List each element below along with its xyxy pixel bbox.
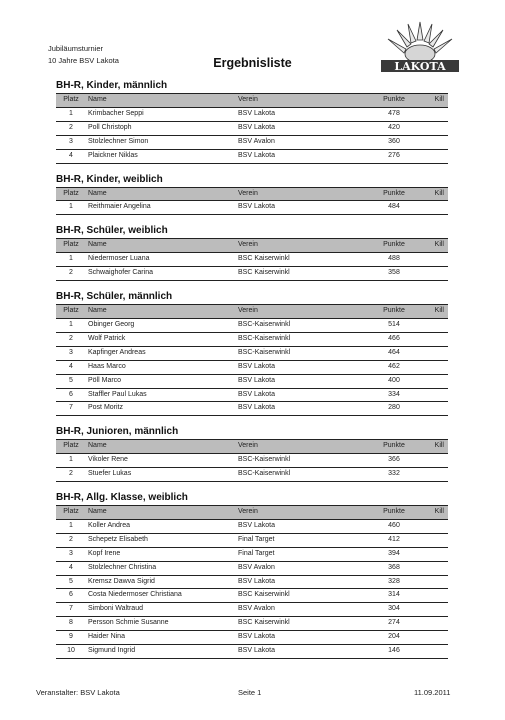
- cell-verein: BSV Lakota: [238, 631, 366, 645]
- cell-name: Sigmund Ingrid: [86, 645, 238, 659]
- page-title: Ergebnisliste: [213, 56, 292, 70]
- cell-verein: BSC Kaiserwinkl: [238, 589, 366, 603]
- cell-platz: 4: [56, 149, 86, 163]
- cell-platz: 4: [56, 360, 86, 374]
- cell-name: Post Moritz: [86, 402, 238, 416]
- cell-platz: 2: [56, 332, 86, 346]
- table-row: [56, 149, 448, 163]
- column-header-verein: Verein: [238, 440, 366, 454]
- cell-platz: 5: [56, 575, 86, 589]
- table-row: [56, 253, 448, 267]
- column-header-punkte: Punkte: [366, 187, 422, 201]
- cell-kill: [422, 318, 448, 332]
- cell-name: Reithmaier Angelina: [86, 201, 238, 215]
- cell-punkte: 420: [366, 121, 422, 135]
- cell-platz: 7: [56, 402, 86, 416]
- column-header-punkte: Punkte: [366, 440, 422, 454]
- section-title: BH-R, Allg. Klasse, weiblich: [56, 492, 188, 504]
- cell-name: Kapfinger Andreas: [86, 346, 238, 360]
- cell-verein: BSV Avalon: [238, 135, 366, 149]
- cell-verein: BSC-Kaiserwinkl: [238, 318, 366, 332]
- cell-verein: Final Target: [238, 547, 366, 561]
- cell-name: Haas Marco: [86, 360, 238, 374]
- tournament-name: Jubiläumsturnier: [48, 44, 104, 53]
- cell-platz: 1: [56, 107, 86, 121]
- column-header-kill: Kill: [422, 305, 448, 319]
- cell-platz: 6: [56, 388, 86, 402]
- table-row: [56, 121, 448, 135]
- footer-date: 11.09.2011: [414, 688, 451, 697]
- cell-platz: 1: [56, 201, 86, 215]
- cell-punkte: 328: [366, 575, 422, 589]
- cell-verein: BSC Kaiserwinkl: [238, 617, 366, 631]
- cell-punkte: 400: [366, 374, 422, 388]
- cell-platz: 1: [56, 318, 86, 332]
- cell-platz: 2: [56, 533, 86, 547]
- table-row: [56, 135, 448, 149]
- cell-platz: 2: [56, 121, 86, 135]
- column-header-name: Name: [86, 440, 238, 454]
- column-header-name: Name: [86, 94, 238, 108]
- section-title: BH-R, Schüler, weiblich: [56, 225, 168, 237]
- cell-punkte: 394: [366, 547, 422, 561]
- result-section: [56, 224, 448, 281]
- table-row: [56, 575, 448, 589]
- cell-punkte: 146: [366, 645, 422, 659]
- cell-platz: 3: [56, 547, 86, 561]
- results-table: [56, 93, 448, 164]
- cell-punkte: 462: [366, 360, 422, 374]
- tournament-subtitle: 10 Jahre BSV Lakota: [48, 56, 119, 65]
- cell-punkte: 276: [366, 149, 422, 163]
- results-table: [56, 439, 448, 482]
- table-header-row: [56, 506, 448, 520]
- section-title: BH-R, Junioren, männlich: [56, 426, 179, 438]
- cell-name: Niedermoser Luana: [86, 253, 238, 267]
- cell-name: Poll Christoph: [86, 121, 238, 135]
- cell-kill: [422, 346, 448, 360]
- table-row: [56, 332, 448, 346]
- result-section: [56, 290, 448, 416]
- cell-verein: BSC-Kaiserwinkl: [238, 454, 366, 468]
- cell-punkte: 466: [366, 332, 422, 346]
- result-section: [56, 425, 448, 482]
- table-row: [56, 533, 448, 547]
- cell-verein: BSV Lakota: [238, 388, 366, 402]
- cell-kill: [422, 332, 448, 346]
- cell-kill: [422, 468, 448, 482]
- cell-verein: BSV Lakota: [238, 374, 366, 388]
- column-header-verein: Verein: [238, 305, 366, 319]
- cell-kill: [422, 388, 448, 402]
- cell-kill: [422, 617, 448, 631]
- column-header-name: Name: [86, 506, 238, 520]
- cell-name: Krimbacher Seppi: [86, 107, 238, 121]
- cell-name: Staffler Paul Lukas: [86, 388, 238, 402]
- cell-platz: 2: [56, 468, 86, 482]
- column-header-punkte: Punkte: [366, 239, 422, 253]
- table-header-row: [56, 187, 448, 201]
- cell-verein: BSC Kaiserwinkl: [238, 253, 366, 267]
- column-header-kill: Kill: [422, 440, 448, 454]
- cell-kill: [422, 519, 448, 533]
- result-section: [56, 173, 448, 216]
- column-header-verein: Verein: [238, 506, 366, 520]
- table-header-row: [56, 305, 448, 319]
- cell-platz: 10: [56, 645, 86, 659]
- cell-name: Stolzlechner Simon: [86, 135, 238, 149]
- cell-punkte: 478: [366, 107, 422, 121]
- cell-verein: BSC-Kaiserwinkl: [238, 332, 366, 346]
- cell-verein: BSV Avalon: [238, 561, 366, 575]
- table-header-row: [56, 94, 448, 108]
- cell-verein: BSV Lakota: [238, 107, 366, 121]
- cell-punkte: 274: [366, 617, 422, 631]
- cell-verein: BSV Lakota: [238, 519, 366, 533]
- cell-verein: BSC-Kaiserwinkl: [238, 346, 366, 360]
- cell-name: Persson Schmie Susanne: [86, 617, 238, 631]
- table-row: [56, 589, 448, 603]
- table-row: [56, 360, 448, 374]
- column-header-verein: Verein: [238, 187, 366, 201]
- cell-platz: 6: [56, 589, 86, 603]
- table-row: [56, 201, 448, 215]
- cell-name: Pöll Marco: [86, 374, 238, 388]
- table-row: [56, 454, 448, 468]
- table-row: [56, 318, 448, 332]
- cell-name: Stolzlechner Christina: [86, 561, 238, 575]
- table-row: [56, 374, 448, 388]
- cell-name: Haider Nina: [86, 631, 238, 645]
- results-table: [56, 238, 448, 281]
- column-header-platz: Platz: [56, 305, 86, 319]
- column-header-punkte: Punkte: [366, 506, 422, 520]
- results-table: [56, 304, 448, 416]
- cell-punkte: 314: [366, 589, 422, 603]
- cell-platz: 4: [56, 561, 86, 575]
- cell-punkte: 358: [366, 267, 422, 281]
- cell-kill: [422, 374, 448, 388]
- cell-platz: 9: [56, 631, 86, 645]
- cell-verein: BSC-Kaiserwinkl: [238, 468, 366, 482]
- cell-platz: 1: [56, 519, 86, 533]
- column-header-kill: Kill: [422, 94, 448, 108]
- cell-platz: 1: [56, 454, 86, 468]
- cell-name: Vikoler Rene: [86, 454, 238, 468]
- cell-kill: [422, 589, 448, 603]
- cell-verein: BSV Lakota: [238, 402, 366, 416]
- cell-punkte: 332: [366, 468, 422, 482]
- table-row: [56, 402, 448, 416]
- cell-kill: [422, 135, 448, 149]
- cell-verein: BSC Kaiserwinkl: [238, 267, 366, 281]
- cell-punkte: 360: [366, 135, 422, 149]
- column-header-verein: Verein: [238, 239, 366, 253]
- cell-kill: [422, 603, 448, 617]
- section-title: BH-R, Kinder, weiblich: [56, 173, 163, 185]
- cell-verein: BSV Lakota: [238, 575, 366, 589]
- column-header-platz: Platz: [56, 440, 86, 454]
- column-header-punkte: Punkte: [366, 94, 422, 108]
- cell-name: Plaickner Niklas: [86, 149, 238, 163]
- cell-name: Schwaighofer Carina: [86, 267, 238, 281]
- cell-name: Costa Niedermoser Christiana: [86, 589, 238, 603]
- cell-punkte: 488: [366, 253, 422, 267]
- cell-verein: BSV Lakota: [238, 121, 366, 135]
- column-header-name: Name: [86, 239, 238, 253]
- cell-verein: Final Target: [238, 533, 366, 547]
- column-header-platz: Platz: [56, 187, 86, 201]
- cell-punkte: 412: [366, 533, 422, 547]
- column-header-kill: Kill: [422, 187, 448, 201]
- lakota-logo: [378, 18, 462, 76]
- cell-verein: BSV Avalon: [238, 603, 366, 617]
- table-row: [56, 645, 448, 659]
- cell-name: Kremsz Dawva Sigrid: [86, 575, 238, 589]
- cell-kill: [422, 631, 448, 645]
- cell-kill: [422, 561, 448, 575]
- table-row: [56, 631, 448, 645]
- table-row: [56, 617, 448, 631]
- footer-page-number: Seite 1: [238, 688, 262, 697]
- page-header: [0, 0, 505, 80]
- cell-kill: [422, 645, 448, 659]
- cell-name: Wolf Patrick: [86, 332, 238, 346]
- table-header-row: [56, 440, 448, 454]
- table-row: [56, 547, 448, 561]
- cell-punkte: 204: [366, 631, 422, 645]
- cell-platz: 2: [56, 267, 86, 281]
- result-section: [56, 491, 448, 659]
- cell-punkte: 368: [366, 561, 422, 575]
- cell-punkte: 334: [366, 388, 422, 402]
- cell-punkte: 514: [366, 318, 422, 332]
- cell-platz: 5: [56, 374, 86, 388]
- cell-punkte: 304: [366, 603, 422, 617]
- cell-punkte: 366: [366, 454, 422, 468]
- results-list: [56, 78, 448, 668]
- cell-verein: BSV Lakota: [238, 645, 366, 659]
- column-header-name: Name: [86, 305, 238, 319]
- cell-name: Schepetz Elisabeth: [86, 533, 238, 547]
- cell-name: Stuefer Lukas: [86, 468, 238, 482]
- cell-verein: BSV Lakota: [238, 149, 366, 163]
- column-header-kill: Kill: [422, 239, 448, 253]
- column-header-platz: Platz: [56, 239, 86, 253]
- section-title: BH-R, Kinder, männlich: [56, 80, 168, 91]
- cell-kill: [422, 121, 448, 135]
- table-row: [56, 603, 448, 617]
- cell-punkte: 484: [366, 201, 422, 215]
- column-header-platz: Platz: [56, 94, 86, 108]
- column-header-punkte: Punkte: [366, 305, 422, 319]
- results-table: [56, 187, 448, 216]
- cell-kill: [422, 267, 448, 281]
- column-header-name: Name: [86, 187, 238, 201]
- table-row: [56, 107, 448, 121]
- column-header-kill: Kill: [422, 506, 448, 520]
- cell-platz: 3: [56, 135, 86, 149]
- cell-platz: 8: [56, 617, 86, 631]
- footer-organizer: Veranstalter: BSV Lakota: [36, 688, 120, 697]
- cell-platz: 1: [56, 253, 86, 267]
- cell-kill: [422, 253, 448, 267]
- cell-name: Obinger Georg: [86, 318, 238, 332]
- cell-kill: [422, 575, 448, 589]
- column-header-verein: Verein: [238, 94, 366, 108]
- cell-punkte: 464: [366, 346, 422, 360]
- table-row: [56, 388, 448, 402]
- cell-kill: [422, 149, 448, 163]
- cell-kill: [422, 107, 448, 121]
- cell-name: Koller Andrea: [86, 519, 238, 533]
- cell-name: Simboni Waltraud: [86, 603, 238, 617]
- cell-kill: [422, 201, 448, 215]
- logo-text: LAKOTA: [394, 60, 446, 73]
- table-row: [56, 561, 448, 575]
- section-title: BH-R, Schüler, männlich: [56, 291, 173, 303]
- result-section: [56, 79, 448, 164]
- cell-kill: [422, 360, 448, 374]
- cell-platz: 7: [56, 603, 86, 617]
- cell-verein: BSV Lakota: [238, 201, 366, 215]
- cell-punkte: 460: [366, 519, 422, 533]
- table-header-row: [56, 239, 448, 253]
- cell-name: Kopf Irene: [86, 547, 238, 561]
- table-row: [56, 519, 448, 533]
- cell-platz: 3: [56, 346, 86, 360]
- cell-verein: BSV Lakota: [238, 360, 366, 374]
- table-row: [56, 346, 448, 360]
- cell-kill: [422, 547, 448, 561]
- cell-kill: [422, 533, 448, 547]
- cell-kill: [422, 454, 448, 468]
- cell-punkte: 280: [366, 402, 422, 416]
- table-row: [56, 267, 448, 281]
- column-header-platz: Platz: [56, 506, 86, 520]
- table-row: [56, 468, 448, 482]
- results-table: [56, 505, 448, 659]
- cell-kill: [422, 402, 448, 416]
